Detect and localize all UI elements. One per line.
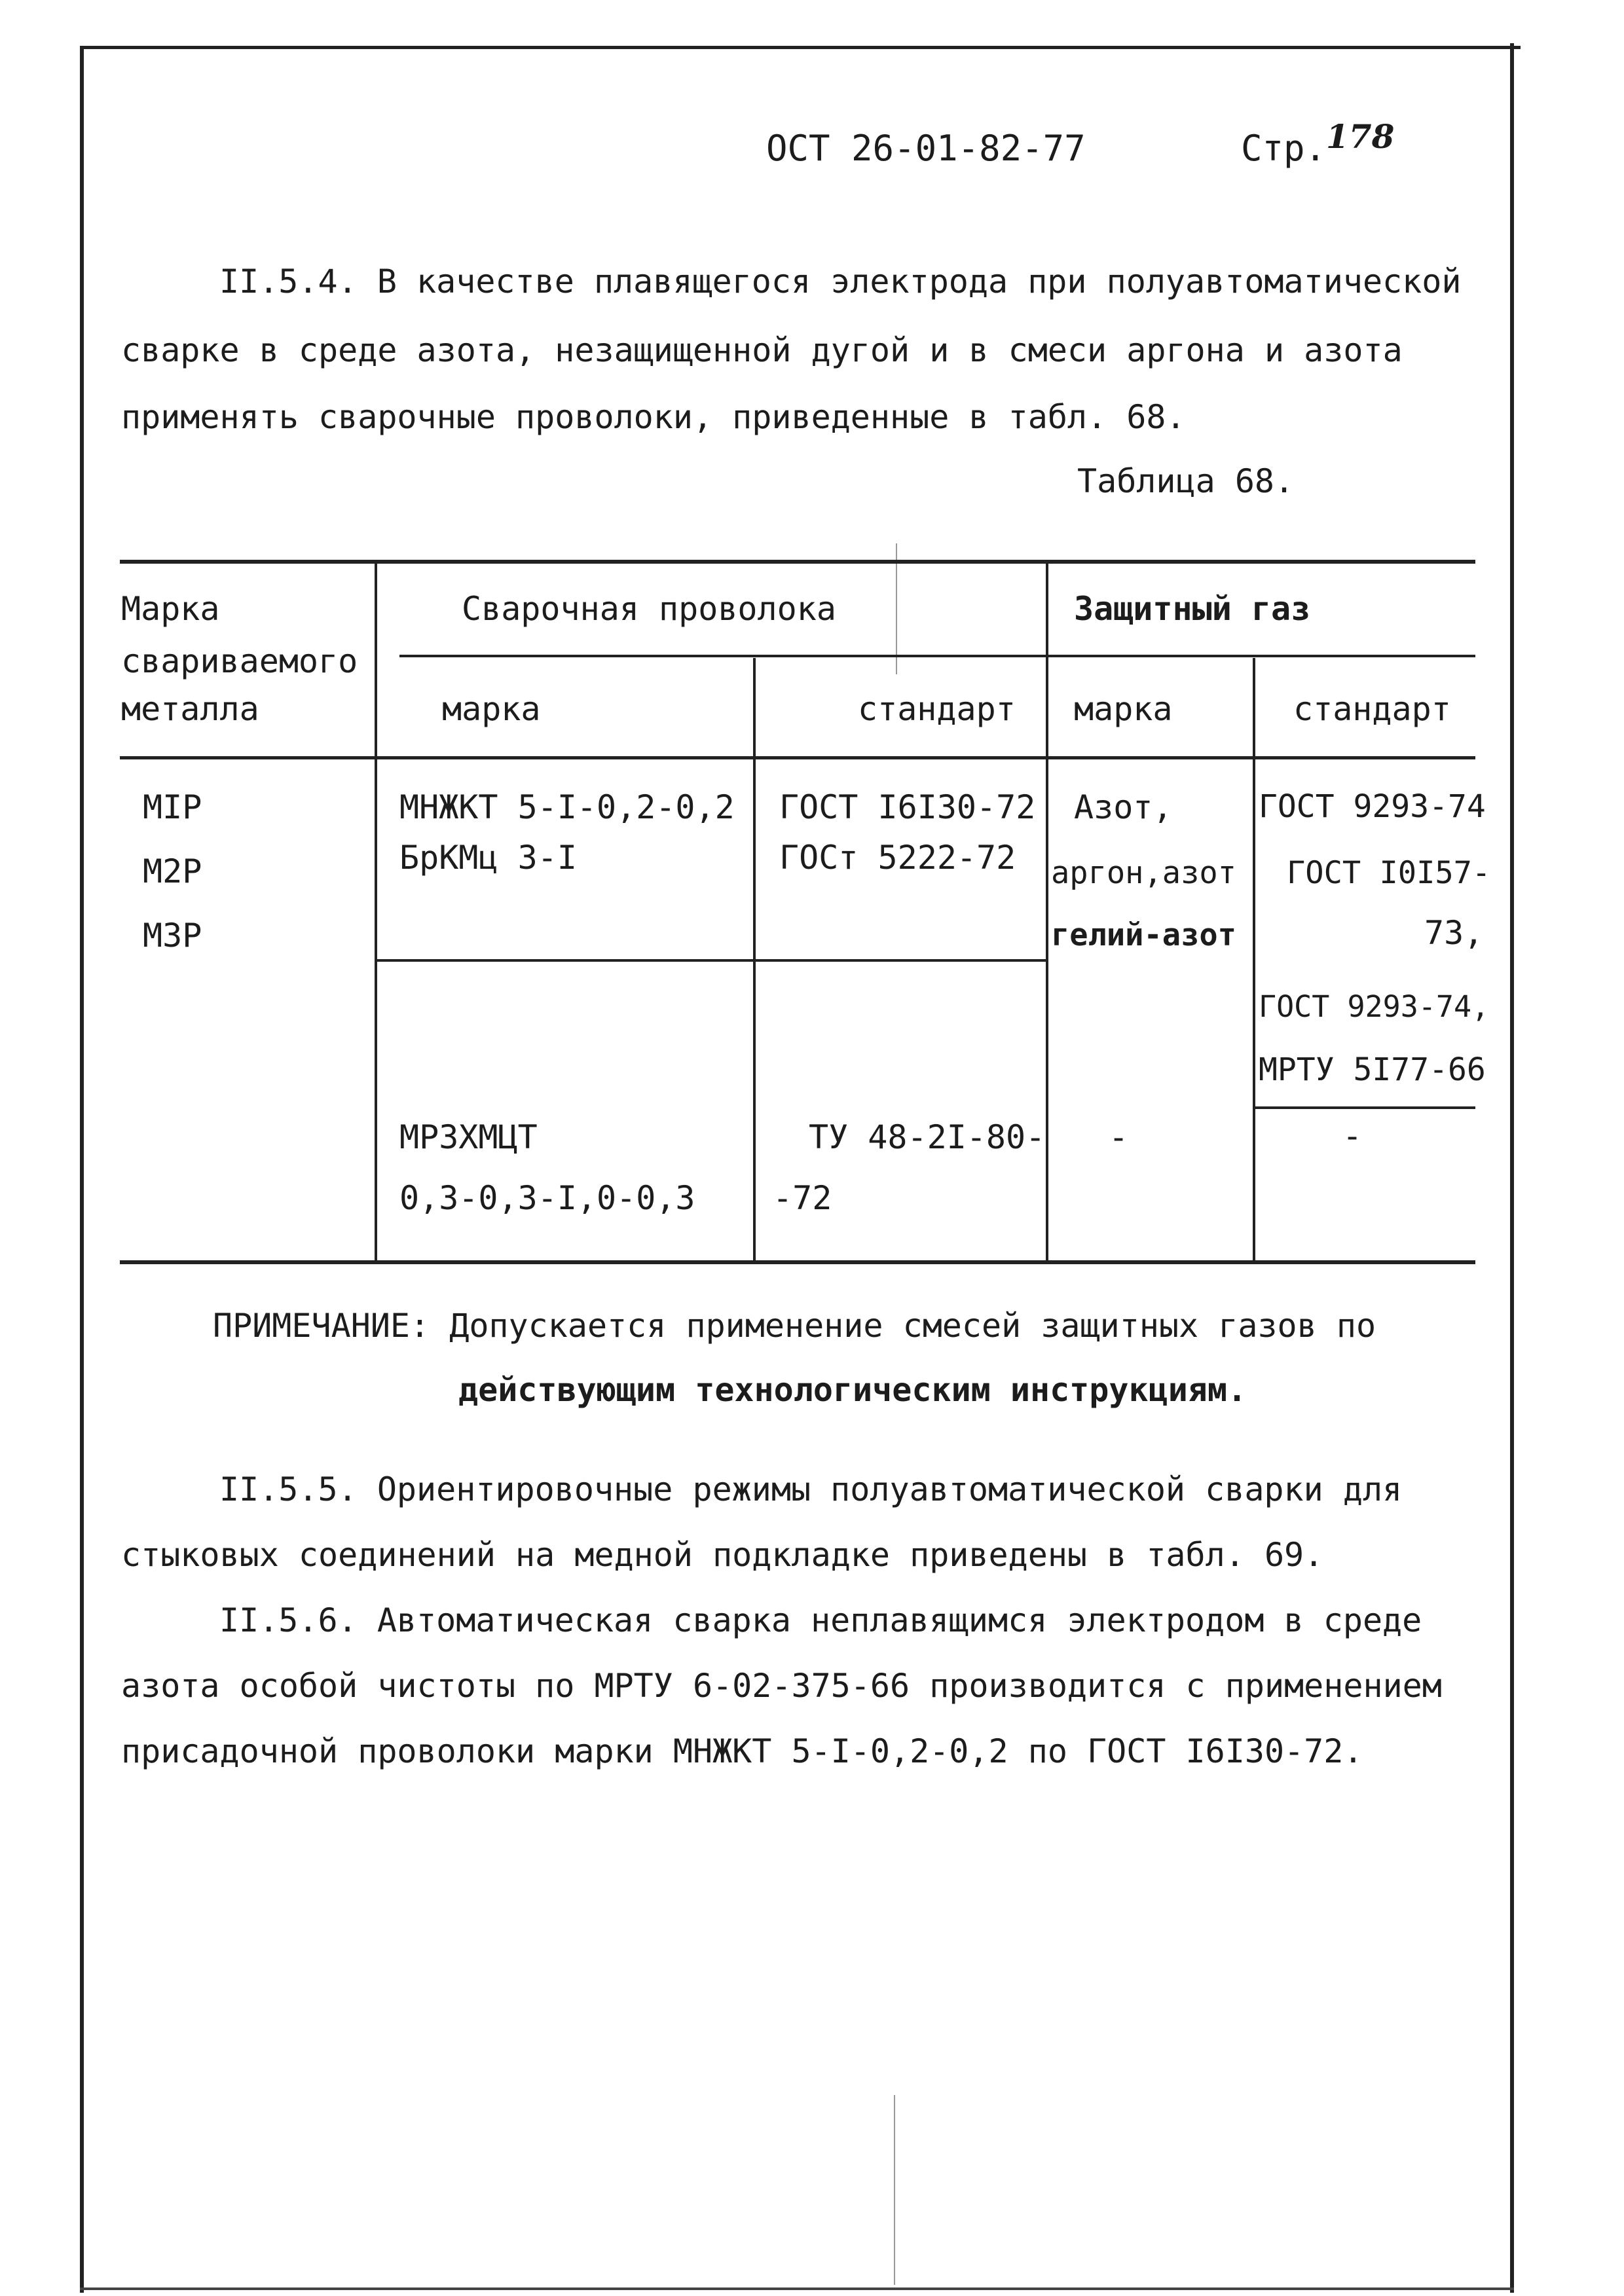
row2-gas-grade-dash: -: [1109, 1118, 1129, 1156]
paragraph-11-5-4-line-2: сварке в среде азота, незащищенной дугой и в смеси аргона и азота: [121, 331, 1403, 369]
row1-gas-grade-1: Азот,: [1074, 788, 1173, 826]
row1-gas-standard-3: 73,: [1424, 914, 1484, 952]
metal-m2r: М2Р: [143, 852, 202, 890]
row1-gas-grade-3: гелий-азот: [1051, 917, 1236, 953]
note-line-1: ПРИМЕЧАНИЕ: Допускается применение смесей защитных газов по: [213, 1307, 1376, 1345]
paragraph-11-5-6-line-1: II.5.6. Автоматическая сварка неплавящимся электродом в среде: [219, 1601, 1422, 1639]
document-number: ОСТ 26-01-82-77: [766, 128, 1086, 169]
header-wire-standard: стандарт: [858, 690, 1016, 728]
row2-gas-standard-dash: -: [1342, 1117, 1363, 1155]
header-metal-line-1: Марка: [121, 590, 220, 628]
header-metal-line-3: металла: [121, 690, 259, 728]
table-top-rule: [120, 560, 1475, 564]
table-vrule-wire-standard: [753, 658, 756, 1262]
metal-m1r: МIР: [143, 788, 202, 826]
paragraph-11-5-5-line-1: II.5.5. Ориентировочные режимы полуавтоматической сварки для: [219, 1470, 1403, 1508]
page-label: Стр.: [1241, 128, 1327, 169]
paragraph-11-5-6-line-3: присадочной проволоки марки МНЖКТ 5-I-0,2-0,2 по ГОСТ I6I30-72.: [121, 1732, 1363, 1770]
metal-m3r: М3Р: [143, 917, 202, 955]
paragraph-11-5-4-line-3: применять сварочные проволоки, приведенные в табл. 68.: [121, 398, 1186, 436]
table-header-bottom-rule: [120, 756, 1475, 759]
row1-wire-grade-2: БрКМц 3-I: [399, 839, 577, 877]
table-vrule-gas: [1046, 562, 1048, 1262]
paragraph-11-5-6-line-2: азота особой чистоты по МРТУ 6-02-375-66 производится с применением: [121, 1667, 1442, 1705]
paragraph-11-5-5-line-2: стыковых соединений на медной подкладке приведены в табл. 69.: [121, 1536, 1324, 1574]
table-caption: Таблица 68.: [1077, 462, 1295, 500]
header-wire-grade: марка: [442, 690, 541, 728]
row1-wire-grade-1: МНЖКТ 5-I-0,2-0,2: [399, 788, 735, 826]
table-vrule-gas-standard: [1253, 658, 1255, 1262]
header-gas-grade: марка: [1074, 690, 1173, 728]
header-gas-standard: стандарт: [1293, 690, 1451, 728]
row2-wire-grade-2: 0,3-0,3-I,0-0,3: [399, 1179, 695, 1217]
row1-gas-standard-1: ГОСТ 9293-74: [1259, 788, 1486, 825]
page-frame-top: [80, 46, 1521, 49]
row1-wire-standard-1: ГОСТ I6I30-72: [779, 788, 1036, 826]
paragraph-11-5-4-line-1: II.5.4. В качестве плавящегося электрода при полуавтоматической: [219, 263, 1462, 301]
row1-gas-standard-2: ГОСТ I0I57-: [1287, 855, 1491, 891]
row2-gas-standard-2: МРТУ 5I77-66: [1259, 1051, 1486, 1088]
table-gas-divider: [1254, 1106, 1475, 1109]
row1-gas-grade-2: аргон,азот: [1051, 855, 1236, 891]
row2-gas-standard-1: ГОСТ 9293-74,: [1259, 989, 1490, 1024]
header-wire-group: Сварочная проволока: [462, 590, 836, 628]
note-line-2: действующим технологическим инструкциям.: [458, 1371, 1247, 1409]
row2-wire-standard-1: ТУ 48-2I-80-: [809, 1118, 1046, 1156]
page-frame-left: [80, 48, 84, 2293]
row2-wire-standard-2: -72: [773, 1179, 832, 1217]
table-bottom-rule: [120, 1260, 1475, 1264]
fold-line-bottom: [894, 2095, 895, 2285]
row2-wire-grade-1: МР3ХМЦТ: [399, 1118, 538, 1156]
page-frame-bottom: [80, 2287, 1514, 2290]
row1-wire-standard-2: ГОСт 5222-72: [779, 839, 1016, 877]
table-vrule-metal: [375, 562, 377, 1262]
page-frame-right: [1510, 43, 1514, 2293]
header-metal-line-2: свариваемого: [121, 642, 358, 680]
table-row-divider: [377, 959, 1048, 962]
header-gas-group: Защитный газ: [1074, 590, 1311, 628]
table-header-subrule: [399, 655, 1475, 657]
page-number: 178: [1326, 117, 1395, 156]
